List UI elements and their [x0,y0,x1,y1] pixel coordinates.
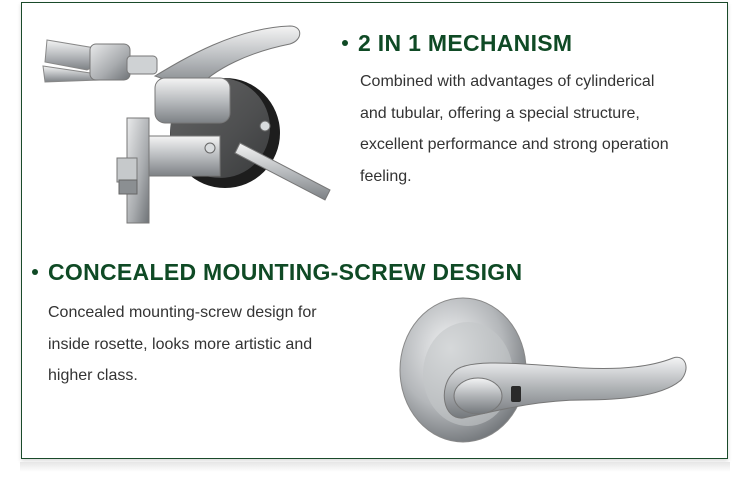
description-line: Combined with advantages of cylinderical [360,73,655,90]
keys-icon [43,40,157,82]
description-line: and tubular, offering a special structure, [360,104,640,122]
feature-title [32,259,522,286]
description-line: inside rosette, looks more artistic and [48,335,313,353]
lock-mechanism-illustration [35,18,335,233]
description-line: higher class. [48,367,138,384]
bullet-icon [32,269,38,275]
lever-handle-illustration [393,288,693,448]
description-line: Concealed mounting-screw design for [48,304,317,321]
description-line: excellent performance and strong operation [360,136,669,153]
description-line: feeling. [360,167,412,185]
bullet-icon [342,40,348,46]
panel-shadow [20,462,730,472]
feature-description [48,297,378,392]
feature-title-text: CONCEALED MOUNTING-SCREW DESIGN [48,259,523,285]
feature-title-text: 2 IN 1 MECHANISM [358,30,573,56]
feature-title [342,30,572,57]
feature-description [360,66,725,192]
